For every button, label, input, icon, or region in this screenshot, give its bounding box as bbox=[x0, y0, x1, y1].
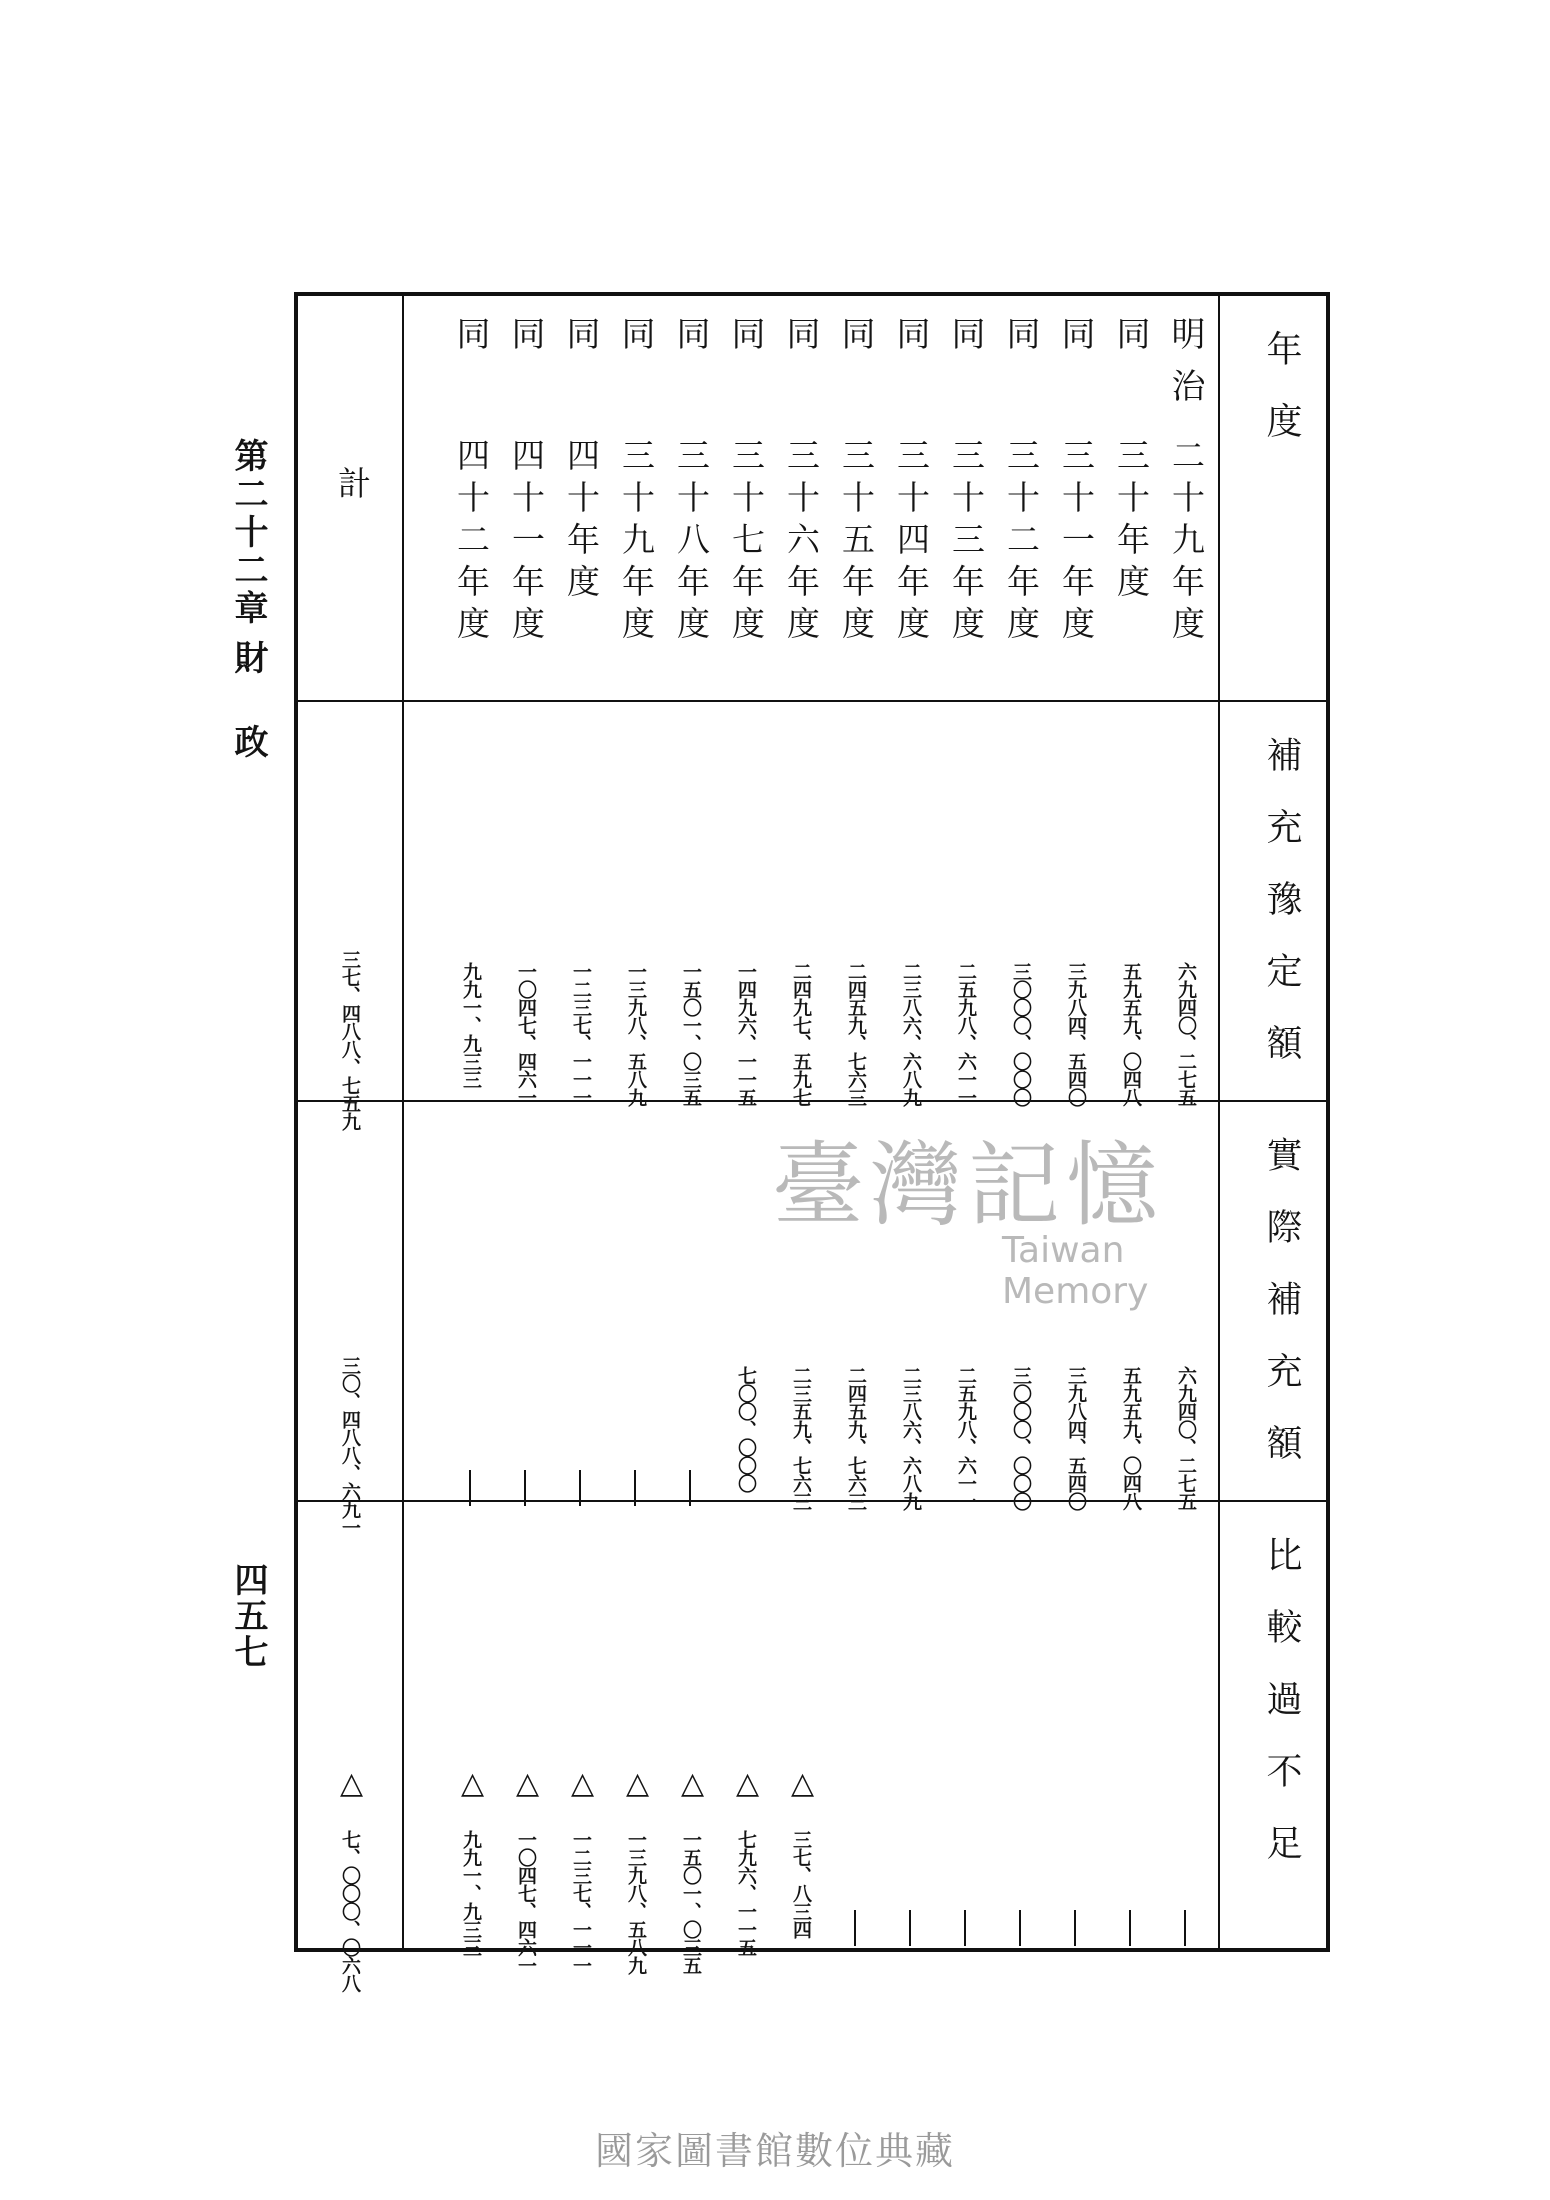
year-cell: 三十一年度 bbox=[1057, 438, 1096, 648]
actual-empty-mark bbox=[634, 1470, 636, 1506]
actual-amount: 二三五九、七六三 bbox=[790, 1366, 812, 1510]
diff-empty-mark bbox=[1074, 1910, 1076, 1946]
year-cell: 三十九年度 bbox=[617, 438, 656, 648]
shortfall-mark: △ bbox=[565, 1766, 600, 1801]
subject-heading: 財政 bbox=[228, 640, 268, 808]
row-divider-actual bbox=[296, 1100, 1328, 1102]
planned-amount: 五九五九、〇四八 bbox=[1120, 962, 1142, 1106]
diff-empty-mark bbox=[964, 1910, 966, 1946]
planned-amount: 一二三七、一一一 bbox=[570, 962, 592, 1106]
repeat-mark: 同 bbox=[725, 316, 765, 368]
planned-amount: 一三九八、五八九 bbox=[625, 962, 647, 1106]
repeat-mark: 同 bbox=[615, 316, 655, 368]
repeat-mark: 同 bbox=[890, 316, 930, 368]
planned-amount: 二五九八、六一一 bbox=[955, 962, 977, 1106]
total-column-divider bbox=[402, 294, 404, 1950]
planned-amount: 三〇〇〇、〇〇〇 bbox=[1010, 962, 1032, 1106]
repeat-mark: 同 bbox=[1055, 316, 1095, 368]
actual-amount: 二五九八、六一一 bbox=[955, 1366, 977, 1510]
actual-empty-mark bbox=[469, 1470, 471, 1506]
total-actual: 三〇、四八八、六九一 bbox=[339, 1356, 361, 1536]
year-cell: 四十一年度 bbox=[507, 438, 546, 648]
repeat-mark: 同 bbox=[835, 316, 875, 368]
shortfall-mark: △ bbox=[730, 1766, 765, 1801]
row-divider-diff bbox=[296, 1500, 1328, 1502]
total-shortfall-mark: △ bbox=[334, 1766, 369, 1801]
diff-empty-mark bbox=[1129, 1910, 1131, 1946]
actual-empty-mark bbox=[524, 1470, 526, 1506]
repeat-mark: 同 bbox=[560, 316, 600, 368]
actual-amount: 五九五九、〇四八 bbox=[1120, 1366, 1142, 1510]
year-cell: 三十年度 bbox=[1112, 438, 1151, 606]
diff-empty-mark bbox=[1184, 1910, 1186, 1946]
repeat-mark: 同 bbox=[450, 316, 490, 368]
year-cell: 四十年度 bbox=[562, 438, 601, 606]
planned-amount: 二四九七、五九七 bbox=[790, 962, 812, 1106]
era-label: 明治 bbox=[1165, 316, 1205, 420]
year-cell: 三十二年度 bbox=[1002, 438, 1041, 648]
diff-amount: 一五〇一、〇三五 bbox=[680, 1830, 702, 1974]
diff-empty-mark bbox=[1019, 1910, 1021, 1946]
diff-empty-mark bbox=[909, 1910, 911, 1946]
archive-footer: 國家圖書館數位典藏 bbox=[594, 2129, 955, 2173]
total-diff: 七、〇〇〇、〇六八 bbox=[339, 1830, 361, 1992]
diff-amount: 一三九八、五八九 bbox=[625, 1830, 647, 1974]
planned-amount: 二四五九、七六三 bbox=[845, 962, 867, 1106]
shortfall-mark: △ bbox=[675, 1766, 710, 1801]
diff-amount: 七九六、一一五 bbox=[735, 1830, 757, 1956]
row-divider-planned bbox=[296, 700, 1328, 702]
year-cell: 三十三年度 bbox=[947, 438, 986, 648]
diff-amount: 九九一、九三三 bbox=[460, 1830, 482, 1956]
header-actual: 實際補充額 bbox=[1261, 1136, 1302, 1496]
shortfall-mark: △ bbox=[455, 1766, 490, 1801]
page-number: 四五七 bbox=[228, 1562, 268, 1670]
actual-amount: 三九八四、五四〇 bbox=[1065, 1366, 1087, 1510]
year-cell: 三十七年度 bbox=[727, 438, 766, 648]
chapter-heading: 第二十二章 bbox=[228, 438, 268, 628]
year-cell: 四十二年度 bbox=[452, 438, 491, 648]
diff-amount: 一二三七、一一一 bbox=[570, 1830, 592, 1974]
actual-amount: 七〇〇、〇〇〇 bbox=[735, 1366, 757, 1492]
watermark-chinese: 臺灣記憶 bbox=[772, 1132, 1165, 1239]
planned-amount: 九九一、九三三 bbox=[460, 962, 482, 1088]
repeat-mark: 同 bbox=[945, 316, 985, 368]
planned-amount: 二三八六、六八九 bbox=[900, 962, 922, 1106]
planned-amount: 三九八四、五四〇 bbox=[1065, 962, 1087, 1106]
repeat-mark: 同 bbox=[780, 316, 820, 368]
header-year: 年度 bbox=[1261, 330, 1302, 474]
diff-amount: 一〇四七、四六一 bbox=[515, 1830, 537, 1974]
planned-amount: 六九四〇、二七五 bbox=[1175, 962, 1197, 1106]
total-label: 計 bbox=[333, 466, 372, 508]
year-cell: 三十五年度 bbox=[837, 438, 876, 648]
repeat-mark: 同 bbox=[505, 316, 545, 368]
diff-empty-mark bbox=[854, 1910, 856, 1946]
planned-amount: 一五〇一、〇三五 bbox=[680, 962, 702, 1106]
year-cell: 三十八年度 bbox=[672, 438, 711, 648]
actual-amount: 二四五九、七六三 bbox=[845, 1366, 867, 1510]
header-planned: 補充豫定額 bbox=[1261, 736, 1302, 1096]
repeat-mark: 同 bbox=[670, 316, 710, 368]
actual-amount: 二三八六、六八九 bbox=[900, 1366, 922, 1510]
planned-amount: 一四九六、一一五 bbox=[735, 962, 757, 1106]
repeat-mark: 同 bbox=[1000, 316, 1040, 368]
total-planned: 三七、四八八、七五九 bbox=[339, 950, 361, 1130]
planned-amount: 一〇四七、四六一 bbox=[515, 962, 537, 1106]
actual-amount: 三〇〇〇、〇〇〇 bbox=[1010, 1366, 1032, 1510]
actual-amount: 六九四〇、二七五 bbox=[1175, 1366, 1197, 1510]
shortfall-mark: △ bbox=[510, 1766, 545, 1801]
watermark-english: Taiwan Memory bbox=[1002, 1230, 1149, 1312]
actual-empty-mark bbox=[689, 1470, 691, 1506]
repeat-mark: 同 bbox=[1110, 316, 1150, 368]
header-diff: 比較過不足 bbox=[1261, 1536, 1302, 1896]
year-cell: 二十九年度 bbox=[1167, 438, 1206, 648]
year-cell: 三十四年度 bbox=[892, 438, 931, 648]
year-cell: 三十六年度 bbox=[782, 438, 821, 648]
shortfall-mark: △ bbox=[620, 1766, 655, 1801]
diff-amount: 三七、八三四 bbox=[790, 1830, 812, 1938]
watermark bbox=[772, 1112, 1252, 1312]
actual-empty-mark bbox=[579, 1470, 581, 1506]
shortfall-mark: △ bbox=[785, 1766, 820, 1801]
